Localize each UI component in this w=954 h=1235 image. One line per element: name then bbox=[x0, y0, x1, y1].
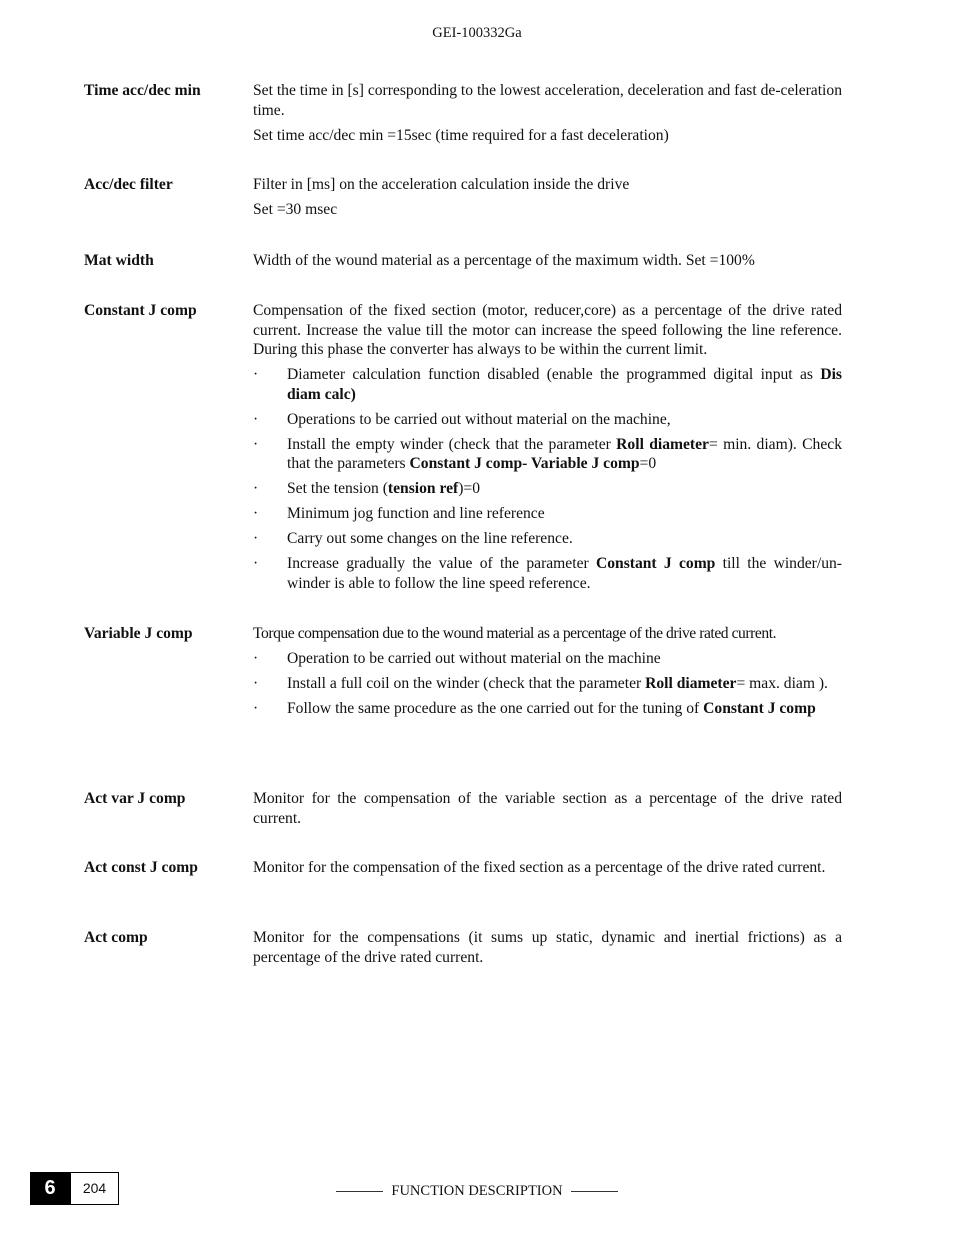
entry-paragraph: Width of the wound material as a percentage of the maximum width. Set =100% bbox=[253, 252, 755, 269]
entry-paragraph: Monitor for the compensation of the variable section as a percentage of the drive rated current. bbox=[253, 790, 842, 827]
list-item-text: Operations to be carried out without material on the machine, bbox=[287, 410, 671, 428]
bullet-list bbox=[253, 365, 842, 593]
list-item bbox=[253, 504, 842, 524]
entry-term: Mat width bbox=[84, 252, 154, 269]
list-item-text: = max. diam ). bbox=[736, 675, 828, 692]
list-item-emphasis: Constant J comp- Variable J comp bbox=[409, 455, 640, 472]
list-item-emphasis: Dis diam calc) bbox=[287, 366, 842, 403]
list-item-text: Operation to be carried out without material on the machine bbox=[287, 650, 661, 667]
entry-term: Acc/dec filter bbox=[84, 176, 173, 193]
list-item-emphasis: Roll diameter bbox=[616, 435, 709, 453]
entry-paragraph: Set the time in [s] corresponding to the lowest acceleration, deceleration and fast de-celeration time. bbox=[253, 82, 842, 119]
entry-term: Time acc/dec min bbox=[84, 82, 201, 99]
bullet-dot: · bbox=[253, 675, 259, 692]
bullet-dot: · bbox=[253, 700, 259, 717]
entry-variable-j-comp bbox=[84, 624, 842, 724]
list-item-text: Minimum jog function and line reference bbox=[287, 505, 545, 522]
bullet-dot: · bbox=[253, 435, 259, 453]
entry-body bbox=[253, 301, 842, 593]
entry-constant-j-comp bbox=[84, 301, 842, 599]
entry-acc-dec-filter bbox=[84, 175, 842, 225]
list-item bbox=[253, 365, 842, 404]
list-item-emphasis: Constant J comp bbox=[703, 700, 816, 717]
list-item-emphasis: Roll diameter bbox=[645, 675, 737, 692]
list-item-text: Set the tension ( bbox=[287, 480, 388, 497]
bullet-dot: · bbox=[253, 410, 259, 428]
list-item-text: = min. diam). Check that the parameters bbox=[287, 435, 842, 472]
bullet-dot: · bbox=[253, 505, 259, 522]
list-item bbox=[253, 649, 842, 669]
entry-act-comp bbox=[84, 928, 842, 973]
entry-term: Act comp bbox=[84, 929, 148, 946]
bullet-dot: · bbox=[253, 530, 259, 547]
entry-act-var-j-comp bbox=[84, 789, 842, 834]
list-item-text: till the winder/un-winder is able to follow the line speed reference. bbox=[287, 555, 842, 592]
bullet-dot: · bbox=[253, 480, 259, 497]
bullet-dot: · bbox=[253, 650, 259, 667]
list-item bbox=[253, 529, 842, 549]
entry-term: Act var J comp bbox=[84, 790, 186, 807]
entry-body bbox=[253, 928, 842, 967]
list-item-text: )=0 bbox=[458, 480, 481, 497]
footer-rule-right bbox=[571, 1191, 618, 1192]
entry-term: Variable J comp bbox=[84, 625, 193, 642]
page-number: 204 bbox=[70, 1172, 119, 1205]
entry-act-const-j-comp bbox=[84, 858, 842, 883]
entry-body bbox=[253, 624, 842, 719]
list-item bbox=[253, 554, 842, 593]
entry-body bbox=[253, 81, 842, 145]
entry-paragraph: Monitor for the compensations (it sums up static, dynamic and inertial frictions) as a percentage of the drive rated current. bbox=[253, 929, 842, 966]
list-item-emphasis: tension ref bbox=[387, 480, 459, 497]
entry-body bbox=[253, 251, 842, 271]
bullet-dot: · bbox=[253, 366, 259, 383]
list-item-text: Install the empty winder (check that the parameter bbox=[287, 435, 617, 453]
chapter-number: 6 bbox=[30, 1172, 70, 1205]
list-item-emphasis: Constant J comp bbox=[595, 555, 716, 572]
footer-title-text: FUNCTION DESCRIPTION bbox=[391, 1183, 563, 1199]
entry-body bbox=[253, 789, 842, 828]
list-item-text: Carry out some changes on the line reference. bbox=[287, 530, 573, 547]
entry-paragraph: Monitor for the compensation of the fixed section as a percentage of the drive rated current. bbox=[253, 859, 826, 876]
bullet-dot: · bbox=[253, 555, 259, 572]
entry-paragraph: Torque compensation due to the wound material as a percentage of the drive rated current. bbox=[253, 625, 777, 642]
list-item-text: =0 bbox=[639, 455, 657, 472]
entry-term: Act const J comp bbox=[84, 859, 198, 876]
list-item-text: Increase gradually the value of the parameter bbox=[287, 555, 596, 572]
list-item bbox=[253, 410, 842, 430]
entry-mat-width bbox=[84, 251, 842, 276]
list-item bbox=[253, 699, 842, 719]
entry-body bbox=[253, 175, 842, 220]
entry-paragraph: Set time acc/dec min =15sec (time required for a fast deceleration) bbox=[253, 126, 669, 144]
footer-section-title bbox=[0, 1182, 954, 1202]
list-item bbox=[253, 479, 842, 499]
entry-paragraph: Filter in [ms] on the acceleration calculation inside the drive bbox=[253, 176, 630, 193]
list-item bbox=[253, 435, 842, 474]
footer-rule-left bbox=[336, 1191, 383, 1192]
entry-term: Constant J comp bbox=[84, 302, 197, 319]
bullet-list bbox=[253, 649, 842, 719]
list-item bbox=[253, 674, 842, 694]
entry-paragraph: Compensation of the fixed section (motor, reducer,core) as a percentage of the drive rated current. Increase the value till the motor can increase the speed following the line reference. During this phase the converter has always to be within the current limit. bbox=[253, 302, 842, 358]
entry-body bbox=[253, 858, 842, 878]
list-item-text: Diameter calculation function disabled (enable the programmed digital input as bbox=[287, 366, 821, 383]
list-item-text: Install a full coil on the winder (check that the parameter bbox=[287, 675, 646, 692]
entry-time-acc-dec-min bbox=[84, 81, 842, 151]
document-code: GEI-100332Ga bbox=[432, 25, 522, 41]
list-item-text: Follow the same procedure as the one carried out for the tuning of bbox=[287, 700, 704, 717]
entry-paragraph: Set =30 msec bbox=[253, 201, 338, 218]
